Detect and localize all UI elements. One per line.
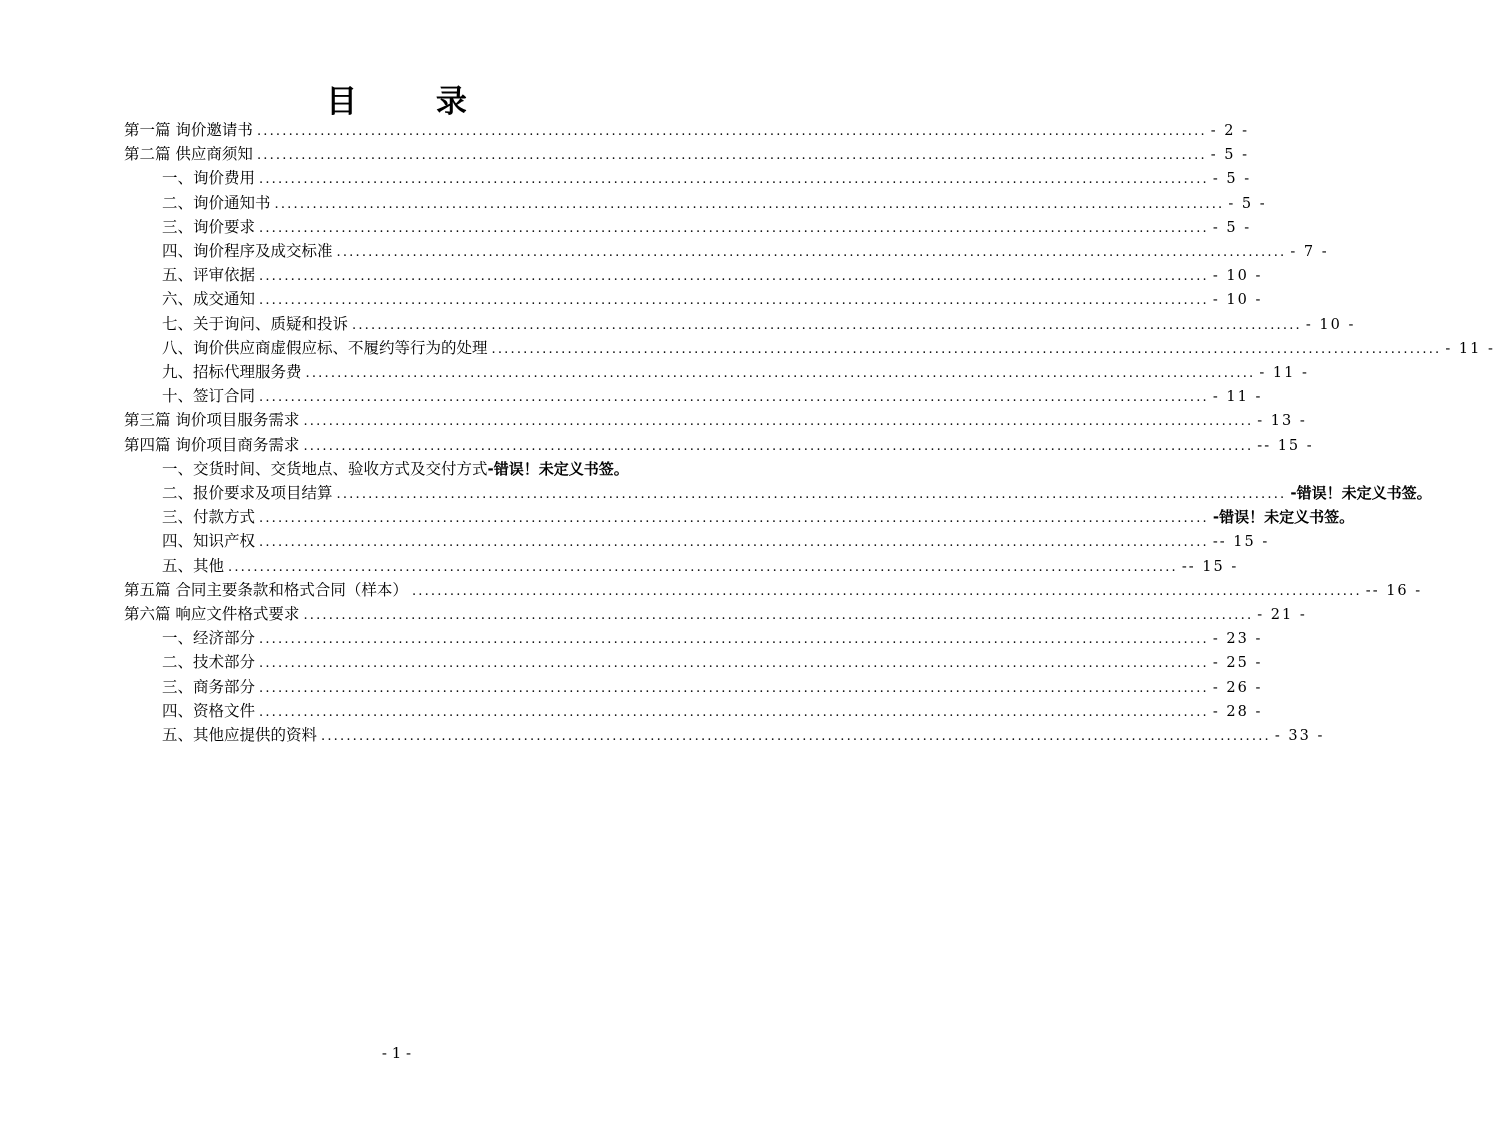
toc-leader-dots: ...................................................................................................................................................... xyxy=(259,220,1209,236)
toc-entry[interactable] xyxy=(124,118,1250,142)
toc-leader-dots: ...................................................................................................................................................... xyxy=(259,632,1209,648)
toc-leader-dots: ...................................................................................................................................................... xyxy=(336,245,1287,260)
toc-entry-label: 第二篇 供应商须知 xyxy=(124,145,253,164)
toc-leader-dots: ...................................................................................................................................................... xyxy=(411,583,1362,599)
toc-entry-label: 二、技术部分 xyxy=(162,653,256,672)
toc-entry-page: - 10 - xyxy=(1212,268,1263,285)
toc-entry[interactable] xyxy=(162,166,1252,190)
toc-entry-page: - 26 - xyxy=(1212,679,1263,696)
toc-entry-label: 三、付款方式 xyxy=(162,508,256,527)
toc-entry[interactable] xyxy=(162,287,1263,311)
toc-leader-dots: ...................................................................................................................................................... xyxy=(303,608,1254,623)
toc-entry[interactable] xyxy=(124,602,1307,626)
toc-entry[interactable] xyxy=(162,554,1239,578)
toc-entry-page: - 2 - xyxy=(1210,123,1250,139)
toc-entry-page: -- 15 - xyxy=(1257,437,1314,454)
toc-entry[interactable] xyxy=(162,191,1267,215)
page-title: 目 录 xyxy=(326,84,501,120)
toc-bookmark-error: -错误！未定义书签。 xyxy=(487,459,629,478)
toc-leader-dots: ...................................................................................................................................................... xyxy=(303,438,1254,454)
toc-entry-label: 第四篇 询价项目商务需求 xyxy=(124,435,300,454)
toc-entry-label: 八、询价供应商虚假应标、不履约等行为的处理 xyxy=(162,338,488,357)
toc-entry-label: 五、评审依据 xyxy=(162,266,256,285)
toc-entry-page: - 11 - xyxy=(1259,365,1309,381)
toc-entry-page: - 33 - xyxy=(1274,728,1325,744)
toc-entry[interactable] xyxy=(162,336,1495,360)
toc-entry-label: 五、其他应提供的资料 xyxy=(162,726,318,744)
toc-leader-dots: ...................................................................................................................................................... xyxy=(305,366,1256,381)
toc-entry-page: - 11 - xyxy=(1445,340,1495,357)
toc-leader-dots: ...................................................................................................................................................... xyxy=(352,317,1302,333)
toc-leader-dots: ...................................................................................................................................................... xyxy=(321,729,1271,744)
toc-entry[interactable] xyxy=(162,481,1432,505)
page-number: - 1 - xyxy=(381,1044,412,1062)
toc-entry-label: 二、询价通知书 xyxy=(162,193,271,212)
toc-entry-page: - 10 - xyxy=(1212,292,1263,309)
toc-entry-page: - 21 - xyxy=(1257,607,1307,623)
toc-leader-dots: ...................................................................................................................................................... xyxy=(274,196,1225,212)
toc-leader-dots: ...................................................................................................................................................... xyxy=(228,559,1178,575)
toc-leader-dots: ...................................................................................................................................................... xyxy=(259,269,1209,285)
toc-entry-label: 四、资格文件 xyxy=(162,701,256,720)
toc-entry[interactable] xyxy=(162,529,1270,553)
toc-entry-label: 七、关于询问、质疑和投诉 xyxy=(162,314,349,333)
toc-entry-page: - 10 - xyxy=(1305,316,1356,333)
toc-entry-label: 第一篇 询价邀请书 xyxy=(124,121,253,139)
toc-entry-label: 第五篇 合同主要条款和格式合同（样本） xyxy=(124,580,408,599)
toc-entry[interactable] xyxy=(162,360,1309,384)
toc-bookmark-error: -错误！未定义书签。 xyxy=(1212,508,1355,527)
toc-entry-label: 九、招标代理服务费 xyxy=(162,363,302,381)
toc-leader-dots: ...................................................................................................................................................... xyxy=(256,124,1207,139)
toc-leader-dots: ...................................................................................................................................................... xyxy=(259,172,1209,188)
toc-entry-page: - 23 - xyxy=(1212,631,1263,648)
toc-entry-label: 六、成交通知 xyxy=(162,290,256,309)
toc-entry-page: - 7 - xyxy=(1290,244,1329,260)
toc-entry-label: 三、商务部分 xyxy=(162,677,256,696)
toc-entry-page: -- 16 - xyxy=(1365,582,1423,599)
toc-entry-page: - 25 - xyxy=(1212,655,1263,672)
toc-leader-dots: ...................................................................................................................................................... xyxy=(259,511,1209,527)
toc-leader-dots: ...................................................................................................................................................... xyxy=(303,414,1254,430)
toc-leader-dots: ...................................................................................................................................................... xyxy=(259,293,1209,309)
toc-entry-label: 十、签订合同 xyxy=(162,387,256,406)
toc-entry-page: - 11 - xyxy=(1212,389,1263,406)
toc-leader-dots: ...................................................................................................................................................... xyxy=(259,390,1209,406)
toc-entry[interactable] xyxy=(162,384,1263,408)
toc-leader-dots: ...................................................................................................................................................... xyxy=(336,487,1287,502)
toc-entry-page: - 5 - xyxy=(1228,195,1267,212)
toc-entry[interactable] xyxy=(162,699,1263,723)
toc-leader-dots: ...................................................................................................................................................... xyxy=(259,680,1209,696)
toc-entry[interactable] xyxy=(162,505,1355,529)
toc-entry-label: 第六篇 响应文件格式要求 xyxy=(124,605,300,623)
toc-entry[interactable] xyxy=(162,263,1263,287)
toc-leader-dots: ...................................................................................................................................................... xyxy=(259,535,1209,551)
toc-entry-label: 三、询价要求 xyxy=(162,217,256,236)
toc-leader-dots: ...................................................................................................................................................... xyxy=(256,148,1207,164)
toc-entry[interactable] xyxy=(124,433,1314,457)
toc-entry[interactable] xyxy=(124,142,1250,166)
toc-bookmark-error: -错误！未定义书签。 xyxy=(1290,484,1432,502)
toc-leader-dots: ...................................................................................................................................................... xyxy=(259,656,1209,672)
toc-entry-label: 一、经济部分 xyxy=(162,629,256,648)
toc-entry-label: 第三篇 询价项目服务需求 xyxy=(124,411,300,430)
toc-entry-page: - 5 - xyxy=(1210,147,1250,164)
toc-entry-page: - 5 - xyxy=(1212,219,1252,236)
toc-entry-label: 二、报价要求及项目结算 xyxy=(162,484,333,502)
toc-entry-page: -- 15 - xyxy=(1212,534,1270,551)
toc-entry-label: 五、其他 xyxy=(162,556,225,575)
toc-entry-label: 四、询价程序及成交标准 xyxy=(162,242,333,260)
toc-entry[interactable] xyxy=(162,312,1356,336)
toc-entry[interactable] xyxy=(162,457,723,481)
toc-entry[interactable] xyxy=(124,578,1423,602)
toc-entry-page: -- 15 - xyxy=(1181,558,1239,575)
toc-entry[interactable] xyxy=(162,723,1325,747)
toc-entry[interactable] xyxy=(162,239,1329,263)
toc-entry-page: - 28 - xyxy=(1212,703,1263,720)
toc-entry[interactable] xyxy=(162,650,1263,674)
toc-entry-label: 四、知识产权 xyxy=(162,532,256,551)
toc-entry[interactable] xyxy=(162,626,1263,650)
toc-leader-dots: ...................................................................................................................................................... xyxy=(259,704,1209,720)
toc-entry-label: 一、询价费用 xyxy=(162,169,256,188)
toc-entry-page: - 13 - xyxy=(1257,413,1307,430)
toc-entry-page: - 5 - xyxy=(1212,171,1252,188)
toc-entry[interactable] xyxy=(162,215,1252,239)
toc-leader-dots: ...................................................................................................................................................... xyxy=(491,341,1442,357)
toc-entry[interactable] xyxy=(124,408,1307,432)
toc-entry[interactable] xyxy=(162,675,1263,699)
toc-entry-label: 一、交货时间、交货地点、验收方式及交付方式 xyxy=(162,459,488,478)
